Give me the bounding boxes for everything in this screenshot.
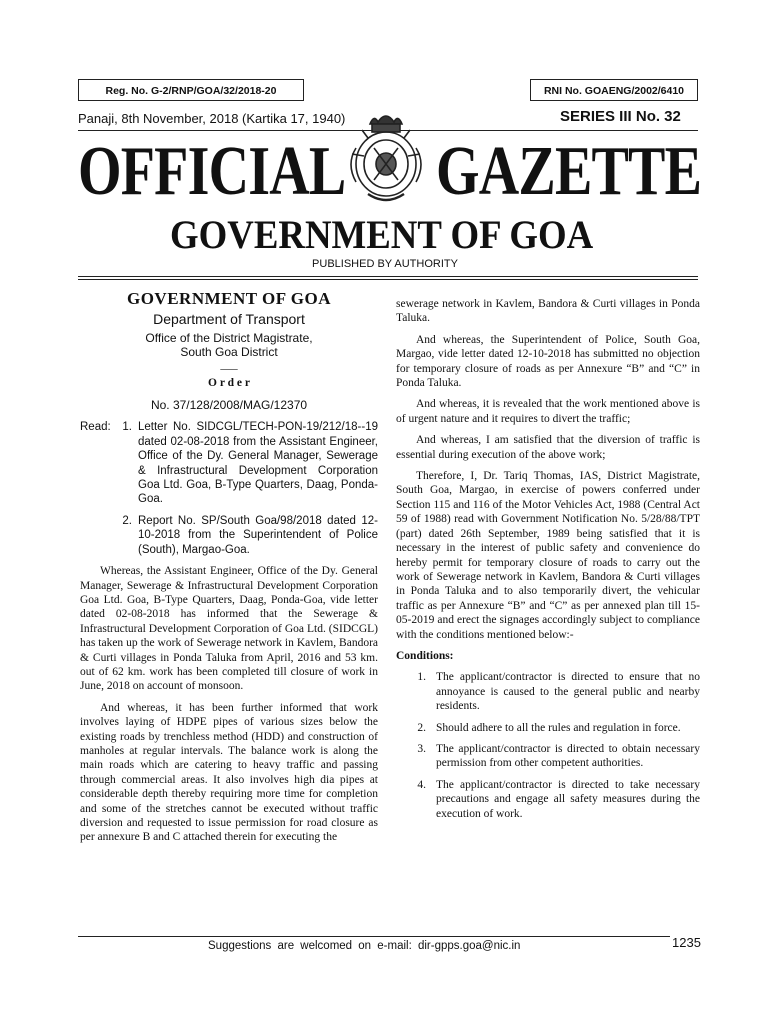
condition-item: [396, 670, 700, 713]
masthead-government: GOVERNMENT OF GOA: [170, 212, 594, 257]
page-number: 1235: [672, 935, 701, 950]
footer-rule: [78, 936, 670, 937]
order-government-heading: GOVERNMENT OF GOA: [126, 289, 331, 308]
paragraph-urgent-nature: And whereas, it is revealed that the work mentioned above is of urgent nature and it requires to divert the traffic;: [396, 398, 700, 425]
condition-text: The applicant/contractor is directed to ensure that no annoyance is caused to the general public and nearby residents.: [436, 671, 700, 713]
masthead-rule-thin: [78, 279, 698, 280]
read-item-text: Report No. SP/South Goa/98/2018 dated 12-10-2018 from the Superintendent of Police (South), Margao-Goa.: [138, 514, 378, 556]
date-line: Panaji, 8th November, 2018 (Kartika 17, 1940): [78, 111, 346, 126]
state-emblem-icon: [338, 108, 434, 210]
left-column: [80, 289, 378, 852]
paragraph-satisfied: And whereas, I am satisfied that the diversion of traffic is essential during execution of the above work;: [396, 434, 700, 461]
paragraph-superintendent: And whereas, the Superintendent of Police, South Goa, Margao, vide letter dated 12-10-2018 has submitted no objection for temporary closure of roads as per Annexure “B” and “C” in Ponda Taluka.: [396, 333, 700, 390]
condition-item: [396, 778, 700, 821]
condition-item: [396, 742, 700, 771]
series-number: SERIES III No. 32: [560, 108, 681, 125]
office-line-2: South Goa District: [180, 345, 278, 360]
read-item-text: Letter No. SIDCGL/TECH-PON-19/212/18--19 dated 02-08-2018 from the Assistant Engineer, Office of the Dy. General Manager, Sewerage & Infrastructural Development Corporation Goa Ltd. Goa, B-Type Quarters, Daag, Ponda-Goa.: [138, 421, 378, 506]
rni-number-box: RNI No. GOAENG/2002/6410: [530, 79, 698, 101]
condition-number: 2.: [417, 721, 426, 734]
footer-suggestions: Suggestions are welcomed on e-mail: dir-gpps.goa@nic.in: [208, 940, 521, 952]
masthead-official: OFFICIAL: [78, 133, 346, 210]
read-item-1: [80, 420, 378, 506]
read-item-2: [80, 514, 378, 557]
read-item-number: 1.: [122, 421, 132, 434]
published-by-authority: PUBLISHED BY AUTHORITY: [312, 258, 458, 270]
masthead-rule: [78, 276, 698, 277]
condition-text: Should adhere to all the rules and regulation in force.: [436, 721, 681, 734]
read-label: Read:: [80, 421, 111, 434]
condition-text: The applicant/contractor is directed to obtain necessary permission from other competent authorities.: [436, 742, 700, 770]
condition-number: 3.: [417, 742, 426, 755]
paragraph-whereas: Whereas, the Assistant Engineer, Office of the Dy. General Manager, Sewerage & Infrastructural Development Corporation Goa Ltd. Goa, B-Type Quarters, Daag, Ponda-Goa, vide letter dated 02-08-2018 has informed that the Sewerage & Infrastructural Development Corporation of Goa Ltd. (SIDCGL) has taken up the work of Sewerage network in Kavlem, Bandora & Curti villages in Ponda Taluka from April, 2016 and 53 km. out of 62 km. work has been completed till closure of work in June, 2018 on account of monsoon.: [80, 565, 378, 693]
right-column: [396, 297, 700, 828]
conditions-title: Conditions:: [396, 649, 454, 662]
paragraph-further-informed: And whereas, it has been further informed that work involves laying of HDPE pipes of various sizes below the existing roads by trenchless method (HDD) and construction of manholes at regular intervals. The balance work is along the main roads which are catering to heavy traffic and passing through commercial areas. It also involves high dia pipes at considerable depth thereby requiring more time for completion and some of the stretches cannot be executed without traffic diversion and requested to issue permission for road closure as per annexure B and C attached therein for executing the: [80, 701, 378, 844]
condition-number: 1.: [417, 671, 426, 684]
registration-number-box: Reg. No. G-2/RNP/GOA/32/2018-20: [78, 79, 304, 101]
read-item-number: 2.: [122, 514, 132, 527]
condition-text: The applicant/contractor is directed to take necessary precautions and engage all safety measures during the execution of work.: [436, 778, 700, 820]
paragraph-therefore: Therefore, I, Dr. Tariq Thomas, IAS, District Magistrate, South Goa, Margao, in exercise of powers conferred under Section 115 and 116 of the Motor Vehicles Act, 1988 (Central Act 59 of 1988) read with Government Notification No. 5/28/88/TPT (part) dated 26th September, 1989 being satisfied that it is necessary in the interest of public safety and convenience do hereby permit for temporary closure of roads to carry out the work of Sewerage network in Kavlem, Bandora & Curti villages in Ponda Taluka and to also temporarily divert, the vehicular traffic as per Annexure “B” and “C” as per annexed plan till 15-05-2019 and erect the signages accordingly subject to compliance with the conditions mentioned below:-: [396, 470, 700, 641]
paragraph-continued: sewerage network in Kavlem, Bandora & Curti villages in Ponda Taluka.: [396, 298, 700, 325]
masthead-gazette: GAZETTE: [436, 133, 702, 210]
office-line-1: Office of the District Magistrate,: [145, 330, 313, 345]
order-title: O r d e r: [208, 376, 250, 389]
separator-dash: ___: [220, 358, 238, 371]
condition-number: 4.: [417, 778, 426, 791]
order-number: No. 37/128/2008/MAG/12370: [150, 398, 308, 413]
department-name: Department of Transport: [153, 311, 305, 328]
condition-item: [396, 721, 700, 735]
